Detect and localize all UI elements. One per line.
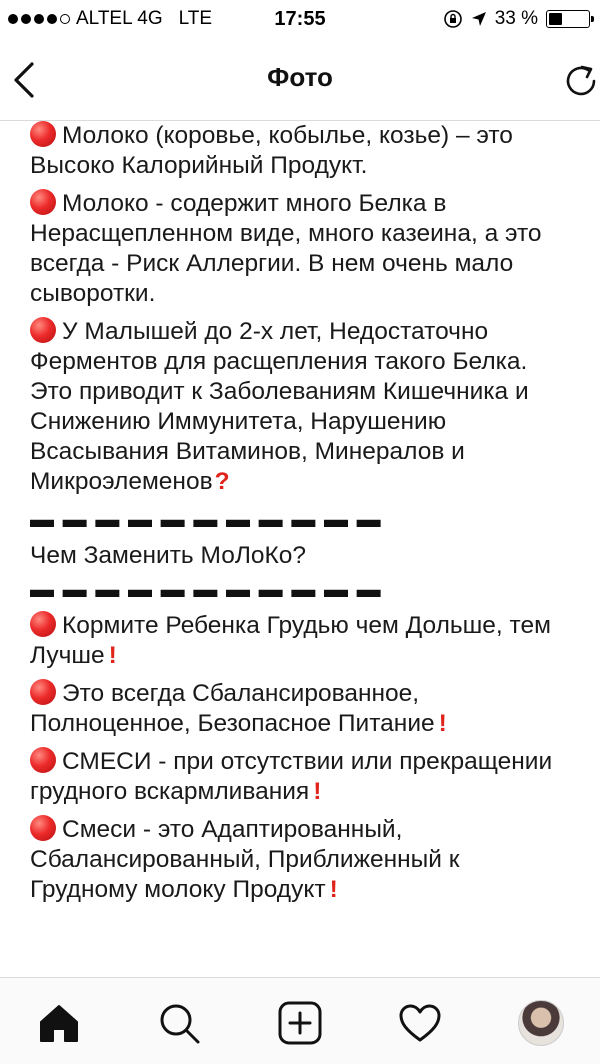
- home-icon: [37, 1003, 81, 1043]
- paragraph-5: Кормите Ребенка Грудью чем Дольше, тем Лучше !: [30, 612, 551, 669]
- battery-percent: 33 %: [494, 8, 538, 29]
- tab-search[interactable]: [154, 998, 204, 1048]
- tab-add-post[interactable]: [275, 998, 325, 1048]
- refresh-icon[interactable]: [564, 62, 600, 100]
- page-title: Фото: [267, 62, 333, 92]
- paragraph-3: У Малышей до 2-х лет, Недостаточно Ферментов для расщепления такого Белка.: [30, 318, 528, 375]
- tab-home[interactable]: [34, 998, 84, 1048]
- post-content: [0, 121, 600, 977]
- orientation-lock-icon: [443, 9, 463, 29]
- bottom-tab-bar: [0, 977, 600, 1064]
- battery-icon: [546, 10, 590, 28]
- divider-dashes: ▬ ▬ ▬ ▬ ▬ ▬ ▬ ▬ ▬ ▬ ▬: [30, 576, 382, 603]
- exclamation-icon: !: [438, 710, 447, 737]
- red-circle-icon: [30, 815, 56, 841]
- network-label: LTE: [178, 8, 213, 29]
- status-right: [443, 8, 590, 30]
- paragraph-8: Смеси - это Адаптированный, Сбалансированный, Приближенный к Грудному молоку Продукт !: [30, 816, 460, 903]
- nav-bar: [0, 38, 600, 121]
- divider-dashes: ▬ ▬ ▬ ▬ ▬ ▬ ▬ ▬ ▬ ▬ ▬: [30, 506, 382, 533]
- status-bar: [0, 0, 600, 38]
- paragraph-2: Молоко - содержит много Белка в Нерасщепленном виде, много казеина, а это всегда - Риск Аллергии. В нем очень мало сыворотки.: [30, 190, 542, 307]
- red-circle-icon: [30, 189, 56, 215]
- profile-avatar: [518, 1000, 564, 1046]
- red-circle-icon: [30, 317, 56, 343]
- location-arrow-icon: [471, 11, 487, 27]
- red-circle-icon: [30, 611, 56, 637]
- paragraph-1: Молоко (коровье, кобылье, козье) – это Высоко Калорийный Продукт.: [30, 122, 513, 179]
- paragraph-6: Это всегда Сбалансированное, Полноценное, Безопасное Питание !: [30, 680, 447, 737]
- red-circle-icon: [30, 679, 56, 705]
- tab-profile[interactable]: [516, 998, 566, 1048]
- paragraph-4: Это приводит к Заболеваниям Кишечника и Снижению Иммунитета, Нарушению Всасывания Витаминов, Минералов и Микроэлеменов?: [30, 378, 529, 495]
- search-icon: [157, 1001, 201, 1045]
- exclamation-icon: !: [329, 876, 338, 903]
- exclamation-icon: !: [313, 778, 322, 805]
- carrier-label: ALTEL 4G: [76, 8, 163, 29]
- question-heading: Чем Заменить МоЛоКо?: [30, 542, 307, 569]
- heart-icon: [398, 1003, 442, 1043]
- add-post-icon: [277, 1000, 323, 1046]
- caption-text: [0, 121, 600, 905]
- red-circle-icon: [30, 747, 56, 773]
- tab-activity[interactable]: [395, 998, 445, 1048]
- question-mark-icon: ?: [214, 468, 230, 495]
- status-time: 17:55: [274, 8, 326, 30]
- paragraph-7: СМЕСИ - при отсутствии или прекращении грудного вскармливания !: [30, 748, 553, 805]
- red-circle-icon: [30, 121, 56, 147]
- exclamation-icon: !: [108, 642, 117, 669]
